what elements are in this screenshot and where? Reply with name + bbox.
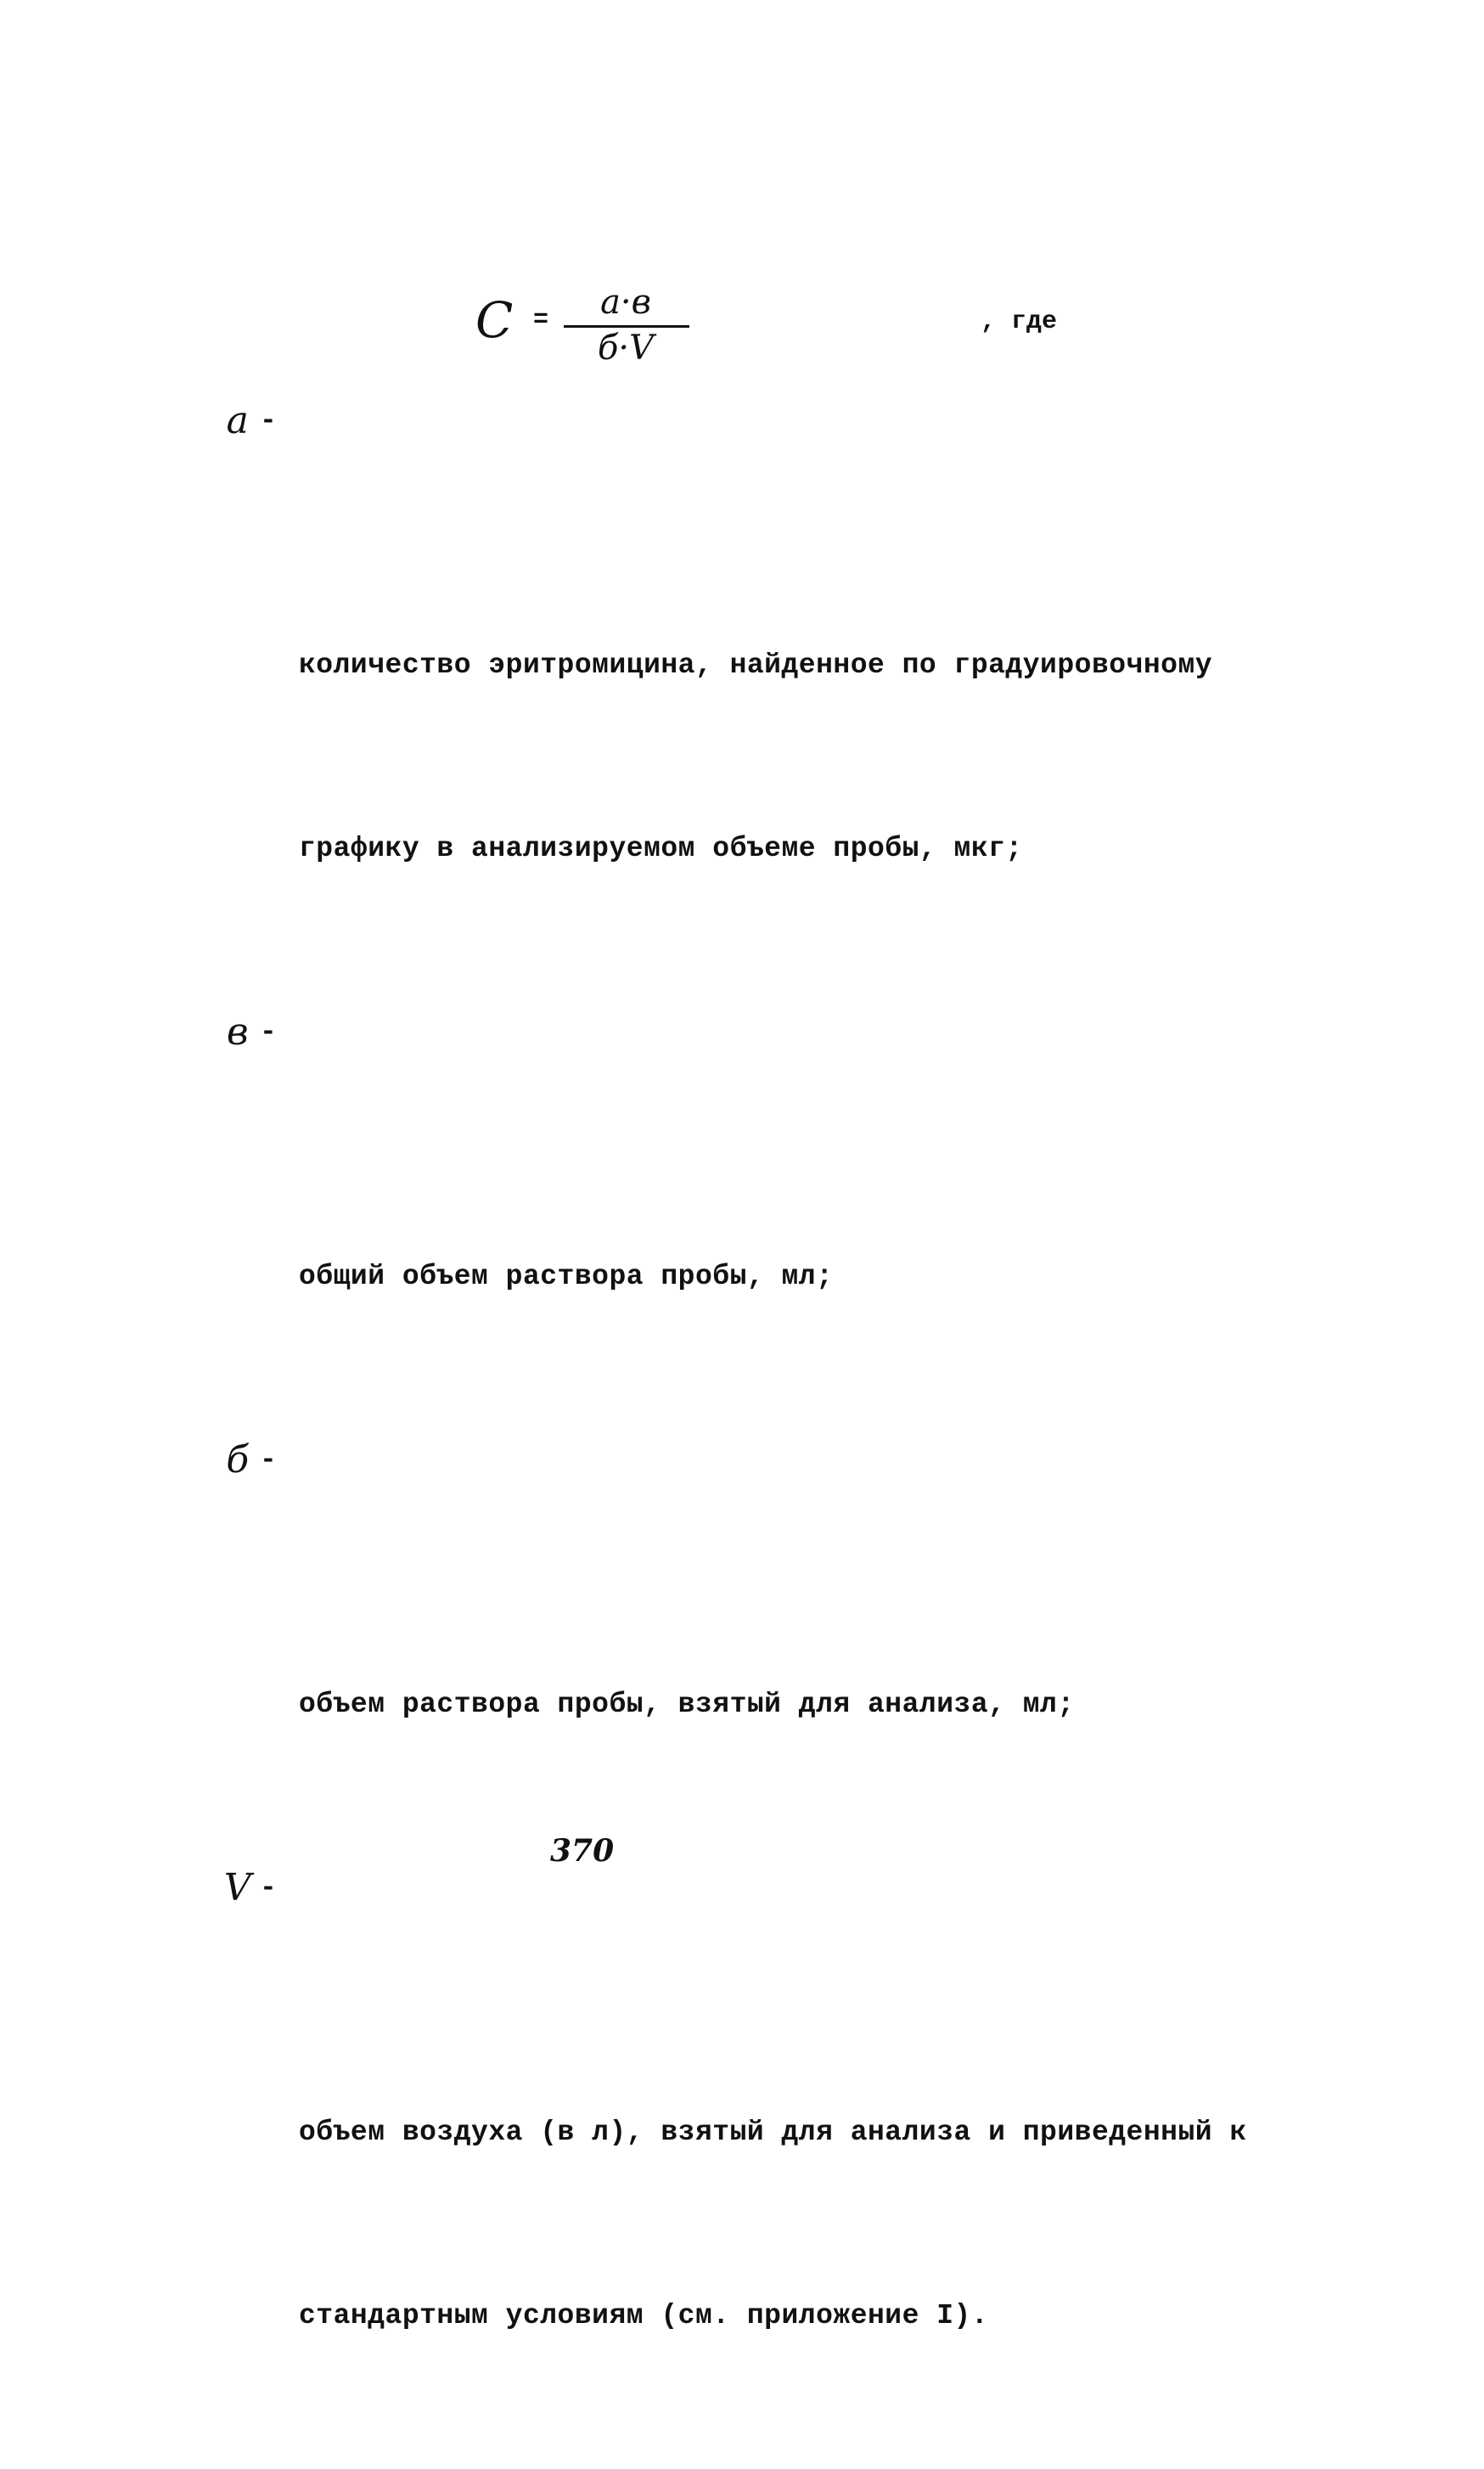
definition-dash: - bbox=[260, 405, 278, 436]
concentration-formula bbox=[475, 283, 1104, 382]
definition-dash: - bbox=[260, 1016, 278, 1048]
definition-item bbox=[219, 1430, 1391, 1858]
definition-item bbox=[219, 1002, 1391, 1430]
definition-text: объем раствора пробы, взятый для анализа, мл; bbox=[299, 1689, 1075, 1720]
definition-text: общий объем раствора пробы, мл; bbox=[299, 1261, 834, 1292]
formula-lhs: C bbox=[475, 291, 514, 349]
definition-item bbox=[219, 1858, 1391, 2469]
variable-definitions bbox=[219, 391, 1391, 2469]
formula-numerator: a·в bbox=[600, 283, 651, 322]
definition-text: графику в анализируемом объеме пробы, мкг; bbox=[299, 833, 1023, 864]
formula-equals: = bbox=[533, 306, 549, 335]
definition-symbol: в bbox=[226, 1010, 250, 1054]
definition-text: количество эритромицина, найденное по градуировочному bbox=[299, 650, 1213, 681]
fraction-bar bbox=[564, 325, 689, 328]
definition-symbol: V bbox=[223, 1866, 252, 1909]
page-number: 370 bbox=[550, 1833, 615, 1869]
formula-fraction bbox=[562, 283, 689, 374]
definition-dash: - bbox=[260, 1444, 278, 1476]
definition-symbol: a bbox=[226, 399, 250, 442]
formula-denominator: б·V bbox=[597, 329, 654, 368]
definition-text: стандартным условиям (см. приложение I). bbox=[299, 2300, 989, 2331]
definition-dash: - bbox=[260, 1872, 278, 1904]
formula-suffix: , где bbox=[981, 307, 1058, 336]
definition-item bbox=[219, 391, 1391, 1002]
definition-symbol: б bbox=[226, 1438, 250, 1482]
definition-text: объем воздуха (в л), взятый для анализа и приведенный к bbox=[299, 2117, 1247, 2148]
